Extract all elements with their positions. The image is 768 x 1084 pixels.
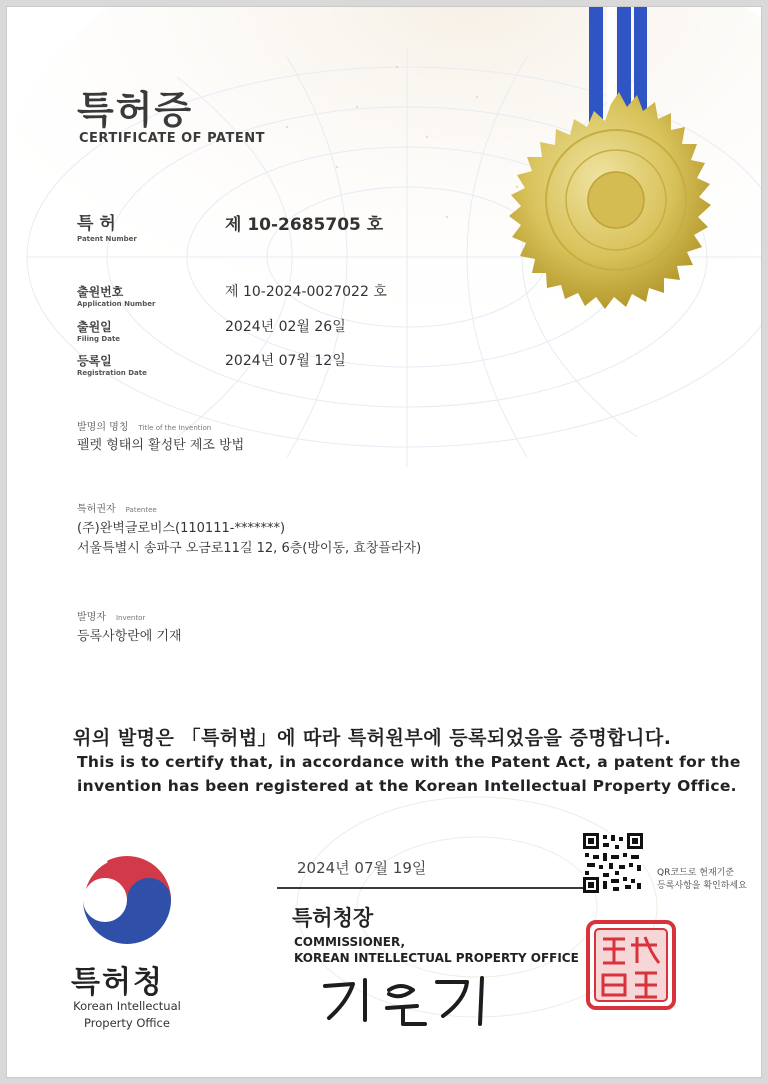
commissioner-title-english-line2: KOREAN INTELLECTUAL PROPERTY OFFICE xyxy=(294,951,579,965)
filing-date-value: 2024년 02월 26일 xyxy=(225,319,346,335)
qr-note-line2: 등록사항을 확인하세요 xyxy=(657,881,747,891)
application-number-label: 출원번호 xyxy=(77,285,124,299)
application-number-label-english: Application Number xyxy=(77,300,156,308)
patent-number-value: 제 10-2685705 호 xyxy=(225,215,384,235)
certification-statement-english-line1: This is to certify that, in accordance with the Patent Act, a patent for the xyxy=(77,753,741,771)
patentee-label-korean: 특허권자 xyxy=(77,504,116,515)
certificate-title: 특허증 xyxy=(77,88,194,132)
inventor-label-korean: 발명자 xyxy=(77,612,106,623)
invention-title-value: 펠렛 형태의 활성탄 제조 방법 xyxy=(77,438,245,453)
certificate-page xyxy=(6,6,762,1078)
registration-date-value: 2024년 07월 12일 xyxy=(225,353,346,369)
application-number-value: 제 10-2024-0027022 호 xyxy=(225,284,387,300)
certification-statement-korean: 위의 발명은 「특허법」에 따라 특허원부에 등록되었음을 증명합니다. xyxy=(73,727,672,749)
commissioner-title-korean: 특허청장 xyxy=(292,906,374,930)
invention-title-label-korean: 발명의 명칭 xyxy=(77,422,129,433)
registration-date-label: 등록일 xyxy=(77,354,112,368)
office-name-english-line2: Property Office xyxy=(84,1016,170,1030)
filing-date-label: 출원일 xyxy=(77,320,112,334)
certification-statement-english-line2: invention has been registered at the Korean Intellectual Property Office. xyxy=(77,777,737,795)
patent-number-label-english: Patent Number xyxy=(77,235,137,243)
office-name-korean: 특허청 xyxy=(71,965,164,1000)
inventor-value: 등록사항란에 기재 xyxy=(77,629,182,644)
certificate-title-english: CERTIFICATE OF PATENT xyxy=(79,131,265,146)
qr-note-line1: QR코드로 현재기준 xyxy=(657,868,735,878)
taegeuk-logo-icon xyxy=(7,7,761,1077)
patent-number-label: 특 허 xyxy=(77,214,116,234)
inventor-label-english: Inventor xyxy=(115,614,146,622)
patentee-address: 서울특별시 송파구 오금로11길 12, 6층(방이동, 효창플라자) xyxy=(77,541,422,556)
patentee-label-english: Patentee xyxy=(125,506,157,514)
filing-date-label-english: Filing Date xyxy=(77,335,121,343)
issue-date: 2024년 07월 19일 xyxy=(297,859,427,877)
invention-title-label-english: Title of the Invention xyxy=(138,424,212,432)
registration-date-label-english: Registration Date xyxy=(77,369,147,377)
commissioner-title-english-line1: COMMISSIONER, xyxy=(294,935,406,949)
office-name-english-line1: Korean Intellectual xyxy=(73,999,181,1013)
patentee-name: (주)완벽글로비스(110111-*******) xyxy=(77,521,286,536)
